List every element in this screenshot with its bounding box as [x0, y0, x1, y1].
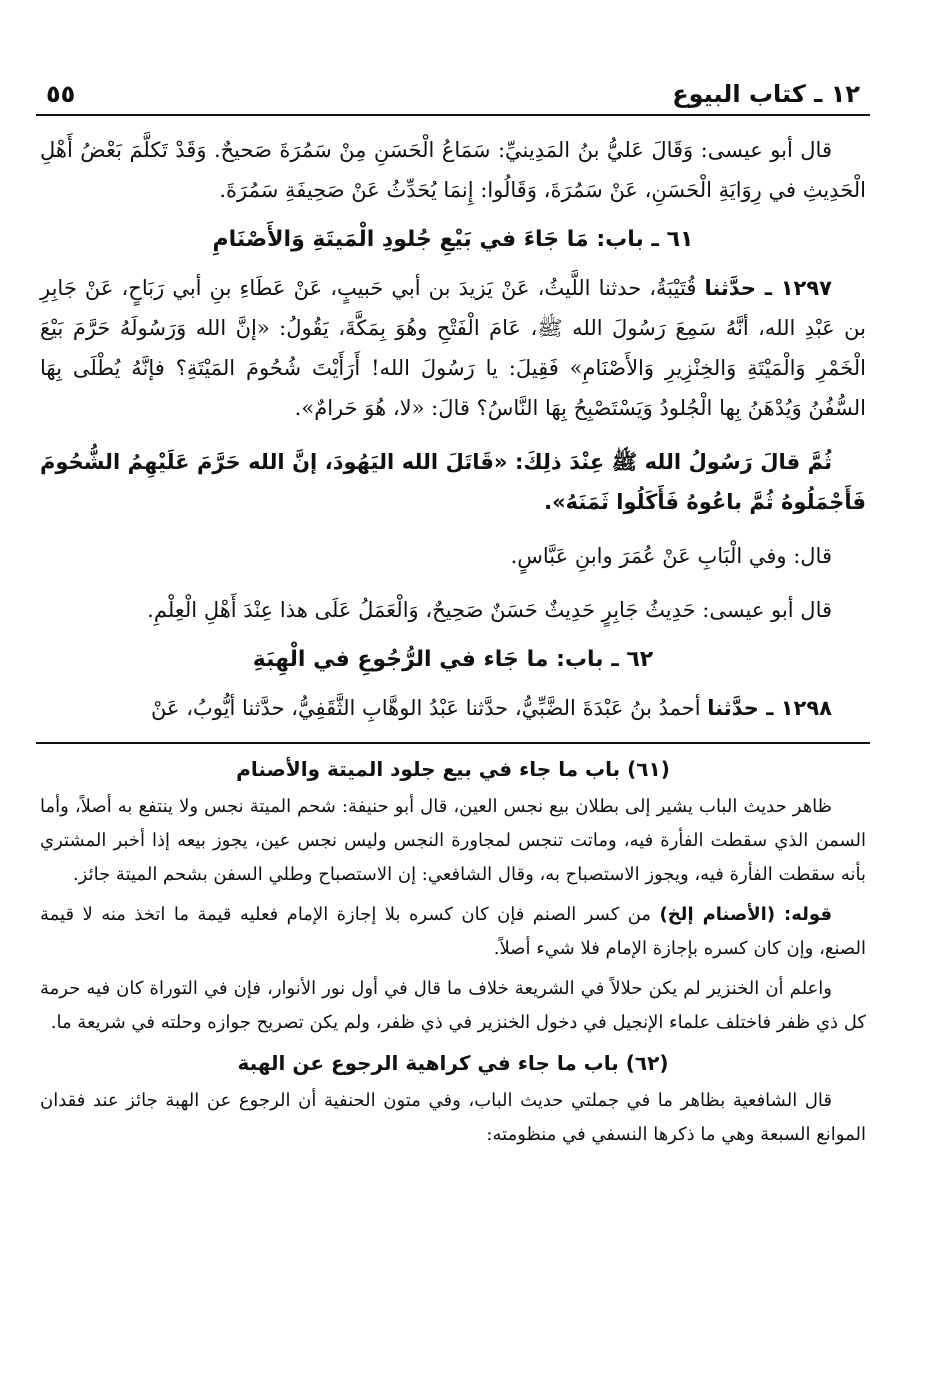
- running-title: ١٢ ـ كتاب البيوع: [672, 80, 860, 108]
- note-paragraph-2: [40, 898, 866, 966]
- hadith-1297-text: قُتَيْبَةُ، حدثنا اللَّيثُ، عَنْ يَزيدَ بن أبي حَبيبٍ، عَنْ عَطَاءِ بنِ أبي رَبَاحٍ، عَنْ جَابِرِ بن عَبْدِ الله، أنَّهُ سَمِعَ رَسُولَ الله ﷺ، عَامَ الْفَتْحِ وهُوَ بِمَكَّةَ، يَقُولُ: «إنَّ الله وَرَسُولَهُ حَرَّمَ بَيْعَ الْخَمْرِ وَالْمَيْتَةِ وَالخِنْزِيرِ وَالأَصْنَامِ» فَقِيلَ: يا رَسُولَ الله! أَرَأَيْتَ شُحُومَ المَيْتَةِ؟ فإنَّهُ يُطْلَى بِهَا السُّفُنُ وَيُدْهَنُ بِها الْجُلودُ وَيَسْتَصْبِحُ بِهَا النَّاسُ؟ قالَ: «لا، هُوَ حَرامٌ».: [40, 276, 866, 420]
- paragraph-prophet-saying: ثُمَّ قالَ رَسُولُ الله ﷺ عِنْدَ ذلِكَ: «قَاتَلَ الله اليَهُودَ، إنَّ الله حَرَّمَ عَلَيْهِمُ الشُّحُومَ فَأَجْمَلُوهُ ثُمَّ باعُوهُ فَأَكَلُوا ثَمَنَهُ».: [40, 450, 866, 514]
- hadith-number-1297: ١٢٩٧ ـ حدَّثنا: [704, 276, 832, 300]
- chapter-heading-62: ٦٢ ـ باب: ما جَاء في الرُّجُوعِ في الْهِبَةِ: [252, 647, 654, 672]
- chapter-heading-61: ٦١ ـ باب: مَا جَاءَ في بَيْعِ جُلودِ الْمَيتَةِ وَالأَصْنَامِ: [212, 227, 694, 252]
- hadith-1298-text: أحمدُ بنُ عَبْدَةَ الضَّبِّيُّ، حدَّثنا عَبْدُ الوهَّابِ الثَّقَفِيُّ، حدَّثنا أيُّوبُ، عَنْ: [151, 696, 708, 720]
- note-paragraph-1: ظاهر حديث الباب يشير إلى بطلان بيع نجس العين، قال أبو حنيفة: شحم الميتة نجس ولا ينتفع به أصلاً، وأما السمن الذي سقطت الفأرة فيه، وماتت تنجس لمجاورة النجس وليس نجس عين، يجوز بيعه إذا أخبر المشتري بأنه سقطت الفأرة فيه، ويجوز الاستصباح به، وقال الشافعي: إن الاستصباح وطلي السفن بشحم الميتة جائز.: [40, 796, 866, 885]
- note-title-61: (٦١) باب ما جاء في بيع جلود الميتة والأصنام: [236, 757, 670, 781]
- hadith-1298: [40, 688, 866, 728]
- paragraph-in-the-chapter: قال: وفي الْبَابِ عَنْ عُمَرَ وابنِ عَبَّاسٍ.: [510, 544, 832, 568]
- main-text: [36, 130, 870, 728]
- paragraph-abu-isa-grading: قال أبو عيسى: حَدِيثُ جَابِرٍ حَدِيثٌ حَسَنٌ صَحِيحٌ، وَالْعَمَلُ عَلَى هذا عِنْدَ أَهْلِ الْعِلْمِ.: [147, 598, 832, 622]
- hadith-number-1298: ١٢٩٨ ـ حدَّثنا: [707, 696, 832, 720]
- page-number: ٥٥: [46, 80, 76, 108]
- note-paragraph-3: واعلم أن الخنزير لم يكن حلالاً في الشريعة خلاف ما قال في أول نور الأنوار، فإن في التوراة كان فيه حرمة كل ذي ظفر فاختلف علماء الإنجيل في دخول الخنزير في ذي ظفر، ولم يكن تصريح جوازه وحلته في شريعة ما.: [40, 978, 866, 1033]
- note-2-lemma: قوله: (الأصنام إلخ): [659, 904, 832, 925]
- hadith-1297: [40, 268, 866, 428]
- note-2-text: من كسر الصنم فإن كان كسره بلا إجازة الإمام فعليه قيمة ما اتخذ منه لا قيمة الصنع، وإن كان كسره بإجازة الإمام فلا شيء أصلاً.: [40, 904, 866, 959]
- footnote-divider: [36, 742, 870, 744]
- note-paragraph-4: قال الشافعية بظاهر ما في جملتي حديث الباب، وفي متون الحنفية أن الرجوع عن الهبة جائز عند فقدان الموانع السبعة وهي ما ذكرها النسفي في منظومته:: [40, 1090, 866, 1145]
- note-title-62: (٦٢) باب ما جاء في كراهية الرجوع عن الهبة: [237, 1051, 669, 1075]
- running-header: [36, 58, 870, 116]
- paragraph-abu-isa-samura: قال أبو عيسى: وَقَالَ عَليُّ بنُ المَدِينيِّ: سَمَاعُ الْحَسَنِ مِنْ سَمُرَةَ صَحيحٌ. وَقَدْ تَكلَّمَ بَعْضُ أَهْلِ الْحَدِيثِ في رِوَايَةِ الْحَسَنِ، عَنْ سَمُرَةَ، وَقَالُوا: إِنمَا يُحَدِّثُ عَنْ صَحِيفَةِ سَمُرَةَ.: [40, 138, 866, 202]
- commentary-notes: [36, 752, 870, 1152]
